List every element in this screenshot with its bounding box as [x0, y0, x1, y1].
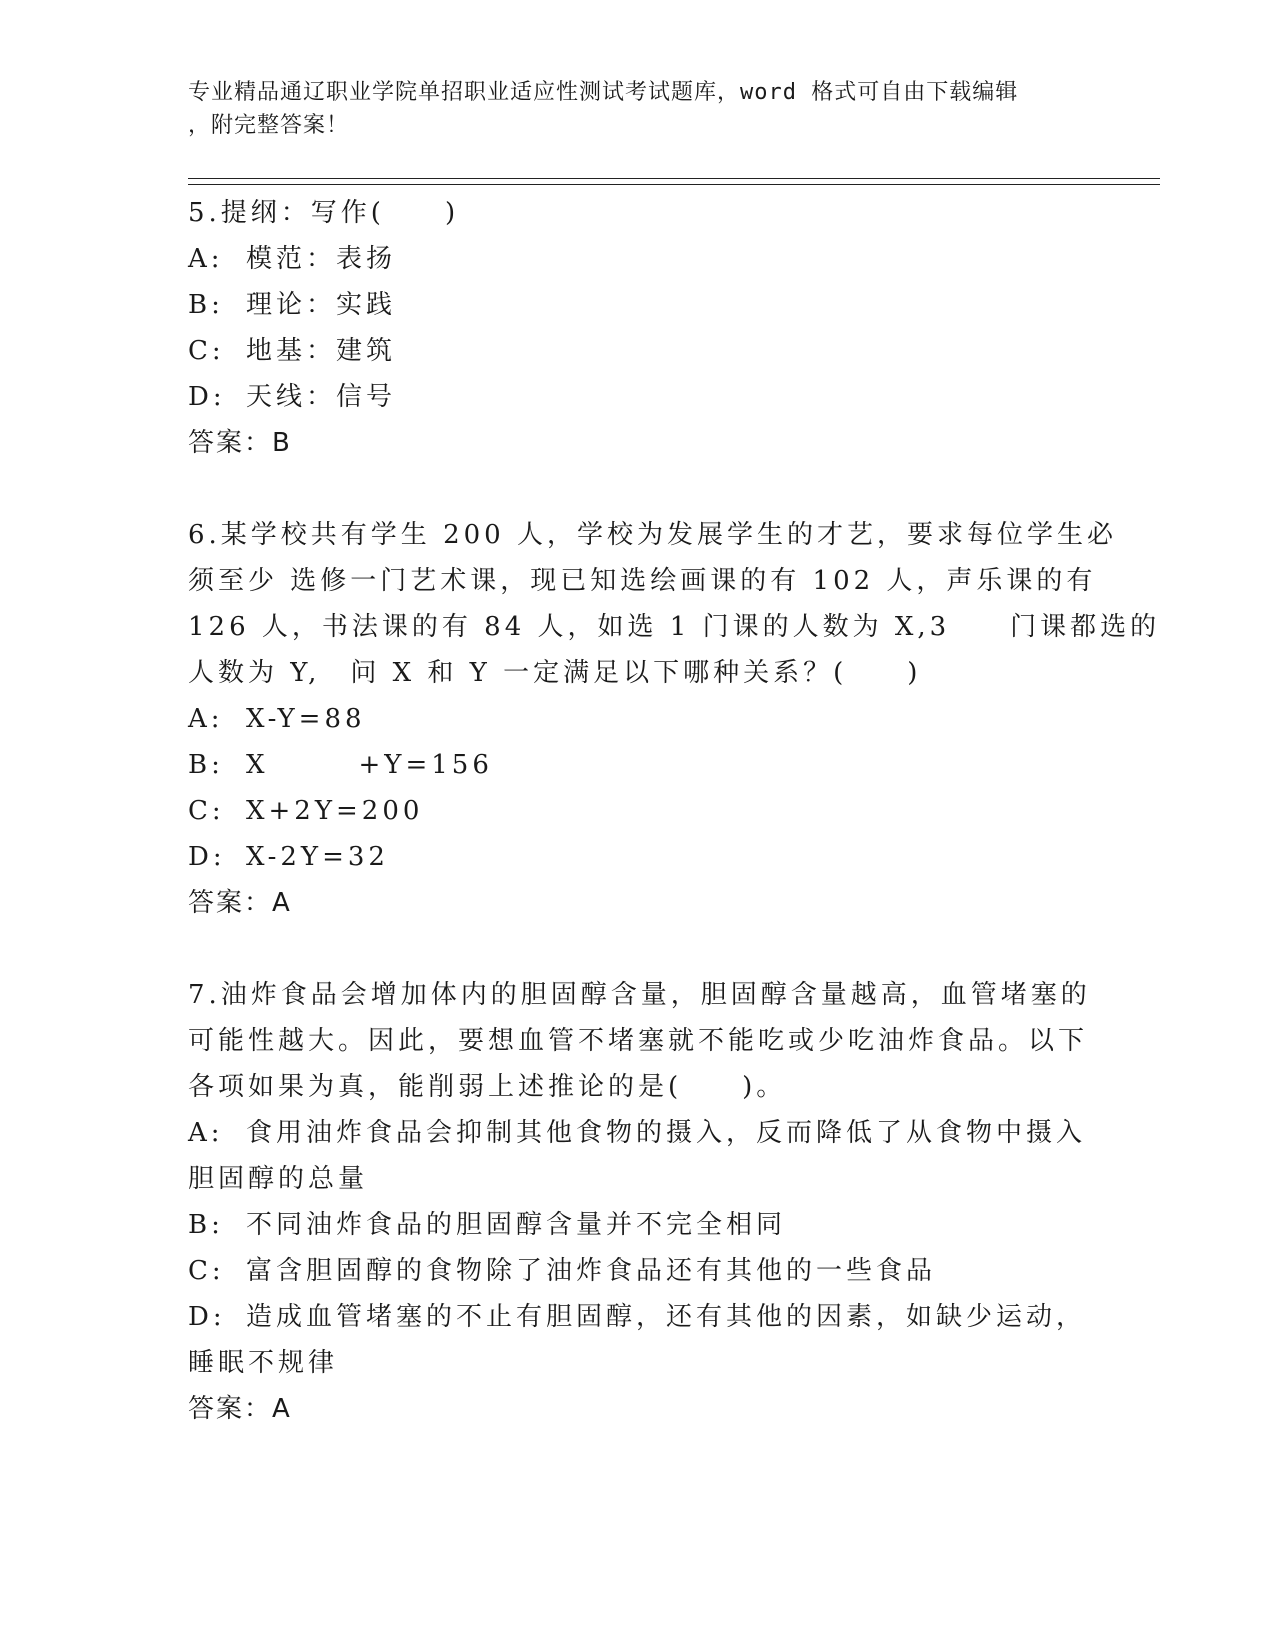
- answer: 答案：A: [188, 1394, 292, 1424]
- option-label: D:: [188, 1302, 226, 1332]
- question-6: [188, 512, 1161, 926]
- option-label: C:: [188, 336, 225, 366]
- option-d: [188, 1294, 1087, 1340]
- spacer: [188, 466, 1068, 512]
- option-label: C:: [188, 1256, 225, 1286]
- option-a: [188, 1110, 1087, 1156]
- question-stem-line: 7.油炸食品会增加体内的胆固醇含量，胆固醇含量越高，血管堵塞的: [188, 980, 1091, 1010]
- option-text: X+2Y=200: [246, 796, 424, 826]
- option-label: B:: [188, 750, 224, 780]
- question-list: [188, 190, 1161, 1432]
- option-b: [188, 1202, 1068, 1248]
- answer: 答案：A: [188, 888, 292, 918]
- answer: 答案：B: [188, 428, 292, 458]
- spacer: [188, 926, 1068, 972]
- option-text: X-2Y=32: [246, 842, 389, 872]
- option-text: 地基：建筑: [246, 336, 397, 366]
- option-text: 造成血管堵塞的不止有胆固醇，还有其他的因素，如缺少运动，: [246, 1302, 1087, 1332]
- option-d: [188, 374, 1068, 420]
- option-c: [188, 788, 1068, 834]
- option-b: [188, 742, 1068, 788]
- document-header: [188, 76, 1068, 142]
- option-text: 理论：实践: [246, 290, 397, 320]
- option-label: C:: [188, 796, 225, 826]
- header-line-2: ，附完整答案！: [188, 113, 350, 138]
- option-label: A:: [188, 1118, 224, 1148]
- option-c: [188, 1248, 1068, 1294]
- question-stem-line: 可能性越大。因此，要想血管不堵塞就不能吃或少吃油炸食品。以下: [188, 1026, 1089, 1056]
- option-text: 不同油炸食品的胆固醇含量并不完全相同: [246, 1210, 787, 1240]
- option-a-continuation: 胆固醇的总量: [188, 1164, 369, 1194]
- option-c: [188, 328, 1068, 374]
- question-stem-line: 须至少 选修一门艺术课，现已知选绘画课的有 102 人，声乐课的有: [188, 566, 1097, 596]
- option-label: A:: [188, 704, 224, 734]
- option-a: [188, 236, 1068, 282]
- question-stem-line: 各项如果为真，能削弱上述推论的是( )。: [188, 1072, 787, 1102]
- option-text: 天线：信号: [246, 382, 397, 412]
- option-label: B:: [188, 1210, 224, 1240]
- option-label: A:: [188, 244, 224, 274]
- header-line-1: 专业精品通辽职业学院单招职业适应性测试考试题库，word 格式可自由下载编辑: [188, 80, 1019, 105]
- option-d: [188, 834, 1068, 880]
- option-label: D:: [188, 382, 226, 412]
- question-7: [188, 972, 1091, 1432]
- option-label: D:: [188, 842, 226, 872]
- option-text: 富含胆固醇的食物除了油炸食品还有其他的一些食品: [246, 1256, 937, 1286]
- option-text: X-Y=88: [246, 704, 366, 734]
- option-d-continuation: 睡眠不规律: [188, 1348, 339, 1378]
- option-text: 模范：表扬: [246, 244, 397, 274]
- option-a: [188, 696, 1068, 742]
- header-divider: [188, 178, 1160, 185]
- question-stem-line: 6.某学校共有学生 200 人，学校为发展学生的才艺，要求每位学生必: [188, 520, 1117, 550]
- option-label: B:: [188, 290, 224, 320]
- question-stem-line: 126 人，书法课的有 84 人，如选 1 门课的人数为 X,3 门课都选的: [188, 612, 1161, 642]
- option-b: [188, 282, 1068, 328]
- option-text: 食用油炸食品会抑制其他食物的摄入，反而降低了从食物中摄入: [246, 1118, 1087, 1148]
- question-stem: 5.提纲：写作( ): [188, 198, 460, 228]
- option-text: X +Y=156: [246, 750, 493, 780]
- question-5: [188, 190, 1068, 466]
- question-stem-line: 人数为 Y, 问 X 和 Y 一定满足以下哪种关系？( ): [188, 658, 922, 688]
